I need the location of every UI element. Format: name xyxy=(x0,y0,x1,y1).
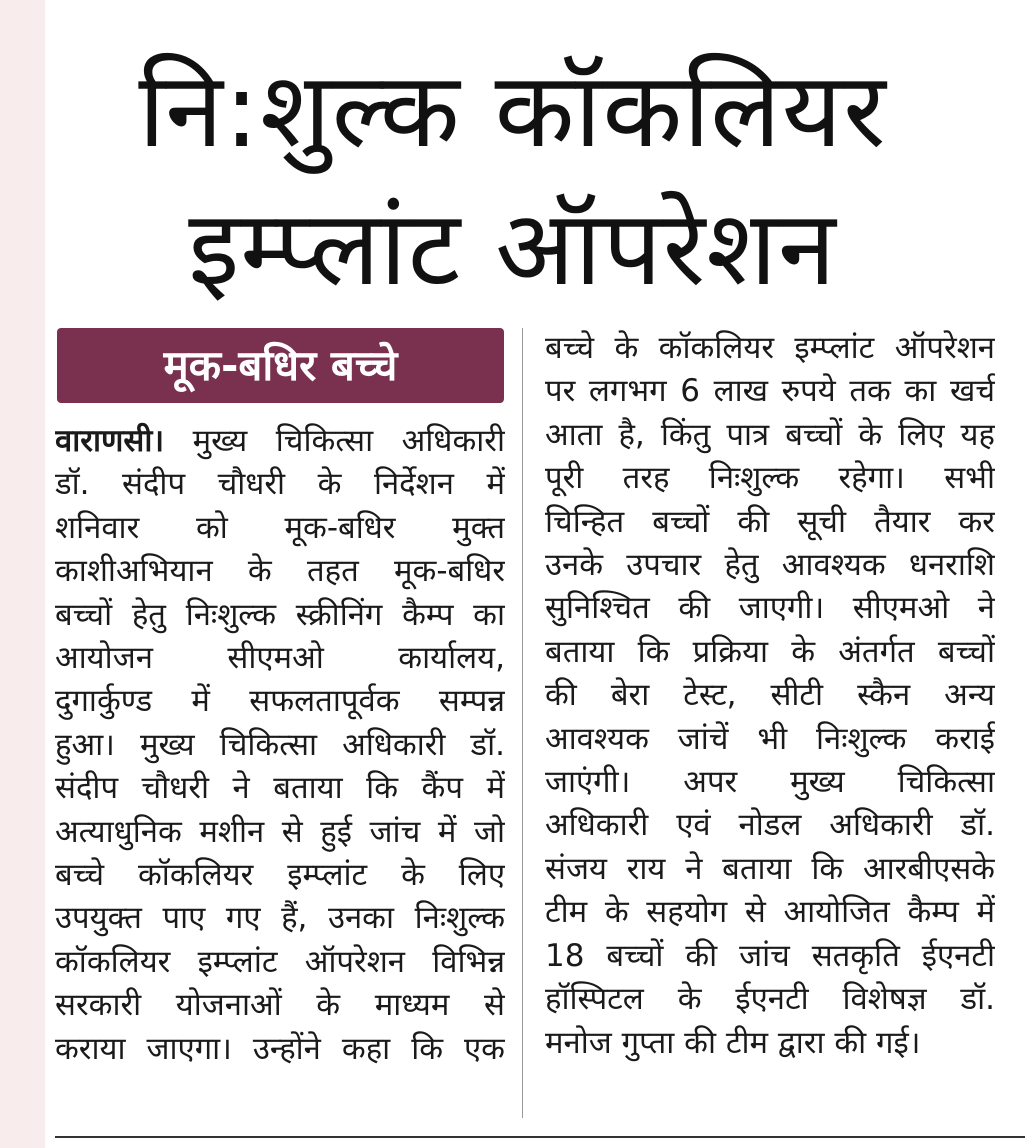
article-line: पूरी तरह निःशुल्क रहेगा। सभी xyxy=(545,460,995,497)
article-line: दुगार्कुण्ड में सफलतापूर्वक सम्पन्न xyxy=(55,683,505,720)
article-column-left xyxy=(55,420,505,1115)
article-line: बच्चे कॉकलियर इम्प्लांट के लिए xyxy=(55,857,505,894)
article-line: कराया जाएगा। उन्होंने कहा कि एक xyxy=(55,1030,505,1067)
article-line xyxy=(55,420,505,463)
article-line: सरकारी योजनाओं के माध्यम से xyxy=(55,987,505,1024)
article-line: बच्चे के कॉकलियर इम्प्लांट ऑपरेशन xyxy=(545,330,995,366)
section-kicker: मूक-बधिर बच्चे xyxy=(57,328,504,403)
dateline: वाराणसी। xyxy=(55,423,165,459)
article-line: उपयुक्त पाए गए हैं, उनका निःशुल्क xyxy=(55,900,505,937)
article-line: संजय राय ने बताया कि आरबीएसके xyxy=(545,850,995,887)
article-line: सुनिश्चित की जाएगी। सीएमओ ने xyxy=(545,590,995,627)
article-line: अधिकारी एवं नोडल अधिकारी डॉ. xyxy=(545,807,995,844)
headline-line-1: नि:शुल्क कॉकलियर xyxy=(138,49,887,171)
article-line: कॉकलियर इम्प्लांट ऑपरेशन विभिन्न xyxy=(55,943,505,980)
article-line: आवश्यक जांचें भी निःशुल्क कराई xyxy=(545,720,995,757)
article-line: हॉस्पिटल के ईएनटी विशेषज्ञ डॉ. xyxy=(545,981,995,1018)
article-line: बच्चों हेतु निःशुल्क स्क्रीनिंग कैम्प का xyxy=(55,596,505,633)
article-line: की बेरा टेस्ट, सीटी स्कैन अन्य xyxy=(545,677,995,714)
article-line: अत्याधुनिक मशीन से हुई जांच में जो xyxy=(55,813,505,850)
article-line: आता है, किंतु पात्र बच्चों के लिए यह xyxy=(545,416,995,453)
article-line: मनोज गुप्ता की टीम द्वारा की गई। xyxy=(545,1024,921,1061)
column-divider xyxy=(522,328,523,1118)
article-text: मुख्य चिकित्सा अधिकारी xyxy=(164,423,505,459)
article-line: 18 बच्चों की जांच सतकृति ईएनटी xyxy=(545,937,995,974)
bottom-rule xyxy=(55,1136,1025,1138)
article-line: हुआ। मुख्य चिकित्सा अधिकारी डॉ. xyxy=(55,726,505,763)
article-line: जाएंगी। अपर मुख्य चिकित्सा xyxy=(545,764,995,801)
headline-line-2: इम्प्लांट ऑपरेशन xyxy=(188,187,837,309)
article-line: उनके उपचार हेतु आवश्यक धनराशि xyxy=(545,547,995,584)
article-line: टीम के सहयोग से आयोजित कैम्प में xyxy=(545,894,995,931)
article-line: बताया कि प्रक्रिया के अंतर्गत बच्चों xyxy=(545,633,995,670)
article-line: काशीअभियान के तहत मूक-बधिर xyxy=(55,553,505,590)
article-line: आयोजन सीएमओ कार्यालय, xyxy=(55,640,505,677)
article-column-right xyxy=(545,327,995,1117)
article-line: संदीप चौधरी ने बताया कि कैंप में xyxy=(55,770,505,807)
article-line: शनिवार को मूक-बधिर मुक्त xyxy=(55,509,505,546)
article-line: डॉ. संदीप चौधरी के निर्देशन में xyxy=(55,466,505,503)
article-line: चिन्हित बच्चों की सूची तैयार कर xyxy=(545,503,995,540)
article-line: पर लगभग 6 लाख रुपये तक का खर्च xyxy=(545,373,995,410)
